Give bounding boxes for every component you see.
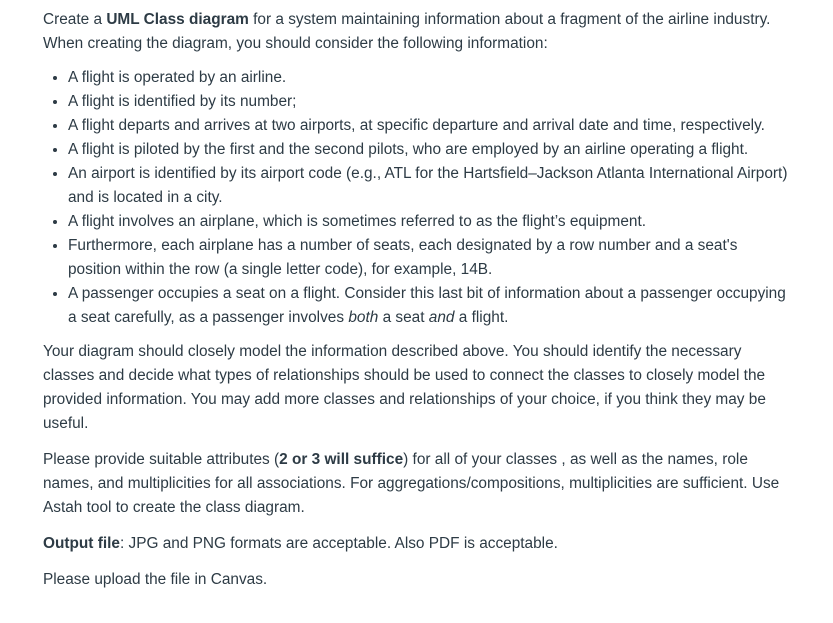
list-item: • Furthermore, each airplane has a number of seats, each designated by a row number and a seat's position within the row (a single letter code), for example, 14B. (68, 234, 788, 282)
list-item: • A flight departs and arrives at two airports, at specific departure and arrival date and time, respectively. (68, 114, 788, 138)
output-file-paragraph: Output file: JPG and PNG formats are acceptable. Also PDF is acceptable. (43, 535, 558, 552)
model-paragraph: Your diagram should closely model the information described above. You should identify the necessary classes and decide what types of relationships should be used to connect the classes to closely model the provided information. You may add more classes and relationships of your choice, if you think they may be useful. (43, 343, 766, 432)
list-item: • A flight involves an airplane, which is sometimes referred to as the flight’s equipment. (68, 210, 788, 234)
assignment-document (43, 8, 788, 604)
list-item: • An airport is identified by its airport code (e.g., ATL for the Hartsfield–Jackson Atlanta International Airport) and is located in a city. (68, 162, 788, 210)
intro-text-rest: for a system maintaining information about a fragment of the airline industry. When creating the diagram, you should consider the following information: (43, 11, 771, 52)
list-item: • A flight is operated by an airline. (68, 66, 788, 90)
list-item: • A flight is identified by its number; (68, 90, 788, 114)
requirements-list (43, 66, 788, 330)
list-item: • A passenger occupies a seat on a flight. Consider this last bit of information about a passenger occupying a seat carefully, as a passenger involves both a seat and a flight. (68, 282, 788, 330)
intro-emphasis: UML Class diagram (106, 11, 249, 28)
output-file-label: Output file (43, 535, 120, 552)
intro-text: Create a (43, 11, 107, 28)
list-item: • A flight is piloted by the first and the second pilots, who are employed by an airline operating a flight. (68, 138, 788, 162)
upload-paragraph: Please upload the file in Canvas. (43, 571, 268, 588)
attributes-paragraph: Please provide suitable attributes (2 or 3 will suffice) for all of your classes , as well as the names, role names, and multiplicities for all associations. For aggregations/compositions, multiplicities are sufficient. Use Astah tool to create the class diagram. (43, 451, 780, 516)
intro-paragraph (43, 8, 788, 56)
